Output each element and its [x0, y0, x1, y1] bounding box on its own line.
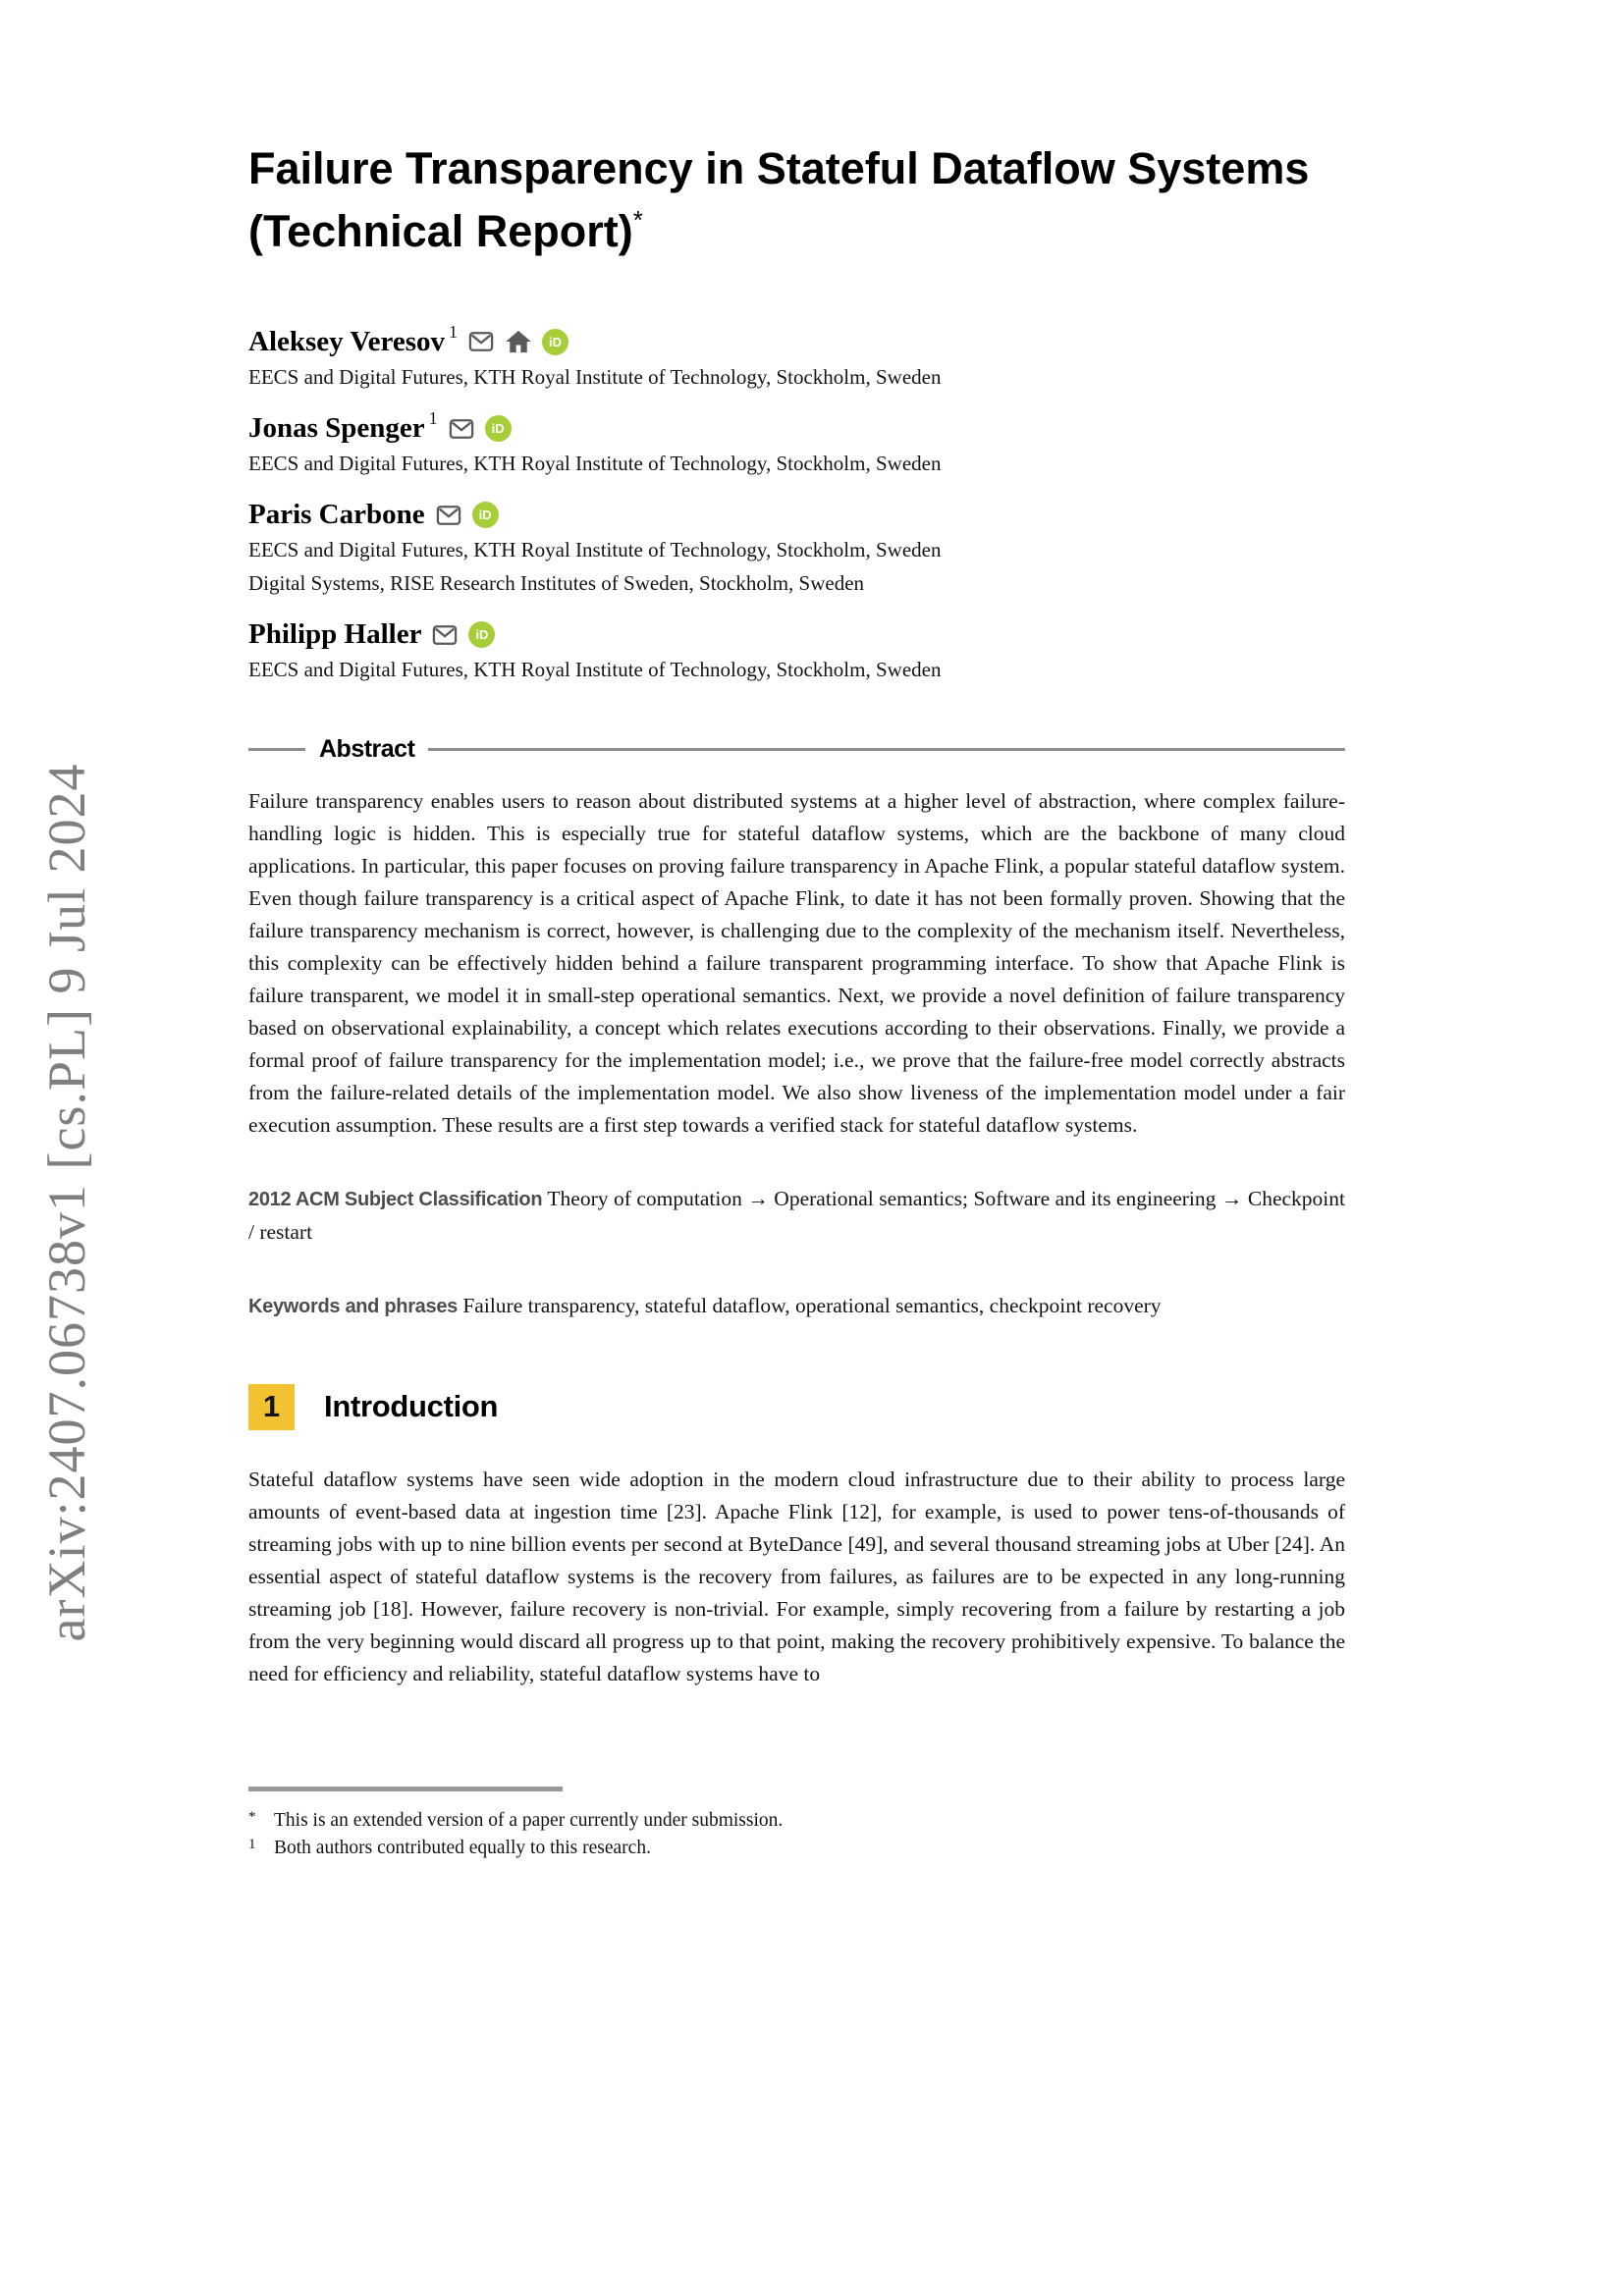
author-affiliation: Digital Systems, RISE Research Institutes of Sweden, Stockholm, Sweden [248, 570, 865, 595]
acm-classification-text: Theory of computation → Operational semantics; Software and its engineering → Checkpoint / restart [248, 1186, 1345, 1244]
author-block [248, 499, 1345, 597]
home-icon[interactable] [505, 328, 532, 355]
email-icon[interactable] [431, 621, 459, 649]
keywords-label: Keywords and phrases [248, 1295, 458, 1317]
title-footnote-marker: * [632, 204, 643, 235]
author-name: Philipp Haller [248, 618, 422, 651]
footnote-marker: 1 [248, 1836, 256, 1852]
section-1-heading [248, 1384, 1345, 1430]
author-affiliation: EECS and Digital Futures, KTH Royal Institute of Technology, Stockholm, Sweden [248, 364, 942, 389]
abstract-label: Abstract [319, 734, 415, 763]
email-icon[interactable] [435, 502, 462, 529]
author-footnote-marker: 1 [428, 408, 438, 429]
author-name-row [248, 499, 1345, 531]
author-affiliation: EECS and Digital Futures, KTH Royal Institute of Technology, Stockholm, Sweden [248, 452, 942, 476]
email-icon[interactable] [467, 328, 495, 355]
footnote-area [248, 1787, 1345, 1862]
author-name-row [248, 618, 1345, 651]
orcid-icon[interactable]: iD [542, 329, 568, 355]
author-name: Aleksey Veresov [248, 325, 446, 357]
paper-content [248, 137, 1345, 1862]
footnote-text: Both authors contributed equally to this research. [274, 1837, 651, 1858]
keywords-text: Failure transparency, stateful dataflow, operational semantics, checkpoint recovery [462, 1293, 1162, 1317]
abstract-rule-left [248, 748, 305, 751]
orcid-icon[interactable]: iD [472, 502, 499, 528]
abstract-heading [248, 735, 1345, 764]
title-line1: Failure Transparency in Stateful Dataflow Systems [248, 143, 1310, 193]
paper-title [248, 137, 1345, 263]
orcid-icon[interactable]: iD [485, 415, 512, 442]
abstract-text: Failure transparency enables users to reason about distributed systems at a higher level of abstraction, where complex failure-handling logic is hidden. This is especially true for stateful dataflow systems, which are the backbone of many cloud applications. In particular, this paper focuses on proving failure transparency in Apache Flink, a popular stateful dataflow system. Even though failure transparency is a critical aspect of Apache Flink, to date it has not been formally proven. Showing that the failure transparency mechanism is correct, however, is challenging due to the complexity of the mechanism itself. Nevertheless, this complexity can be effectively hidden behind a failure transparent programming interface. To show that Apache Flink is failure transparent, we model it in small-step operational semantics. Next, we provide a novel definition of failure transparency based on observational explainability, a concept which relates executions according to their observations. Finally, we provide a formal proof of failure transparency for the implementation model; i.e., we prove that the failure-free model correctly abstracts from the failure-related details of the implementation model. We also show liveness of the implementation model under a fair execution assumption. These results are a first step towards a verified stack for stateful dataflow systems. [248, 788, 1345, 1137]
footnote [248, 1835, 1345, 1862]
author-name-row [248, 321, 1345, 358]
section-1-paragraph: Stateful dataflow systems have seen wide adoption in the modern cloud infrastructure due to their ability to process large amounts of event-based data at ingestion time [23]. Apache Flink [12], for example, is used to power tens-of-thousands of streaming jobs with up to nine billion events per second at ByteDance [49], and several thousand streaming jobs at Uber [24]. An essential aspect of stateful dataflow systems is the recovery from failures, as failures are to be expected in any long-running streaming job [18]. However, failure recovery is non-trivial. For example, simply recovering from a failure by restarting a job from the very beginning would discard all progress up to that point, making the recovery prohibitively expensive. To balance the need for efficiency and reliability, stateful dataflow systems have to [248, 1467, 1345, 1685]
footnote-marker: * [248, 1808, 256, 1825]
author-name-row [248, 408, 1345, 445]
acm-classification [248, 1183, 1345, 1249]
orcid-icon[interactable]: iD [468, 621, 495, 648]
section-number-box: 1 [248, 1384, 295, 1430]
footnote-text: This is an extended version of a paper currently under submission. [274, 1809, 784, 1831]
author-block [248, 321, 1345, 391]
footnote [248, 1807, 1345, 1835]
author-footnote-marker: 1 [449, 321, 459, 342]
author-affiliation: EECS and Digital Futures, KTH Royal Institute of Technology, Stockholm, Sweden [248, 538, 942, 562]
abstract-rule-right [428, 748, 1345, 751]
keywords [248, 1290, 1345, 1323]
author-block [248, 618, 1345, 683]
title-line2: (Technical Report) [248, 205, 633, 256]
author-name: Jonas Spenger [248, 412, 425, 445]
author-block [248, 408, 1345, 477]
arxiv-banner: arXiv:2407.06738v1 [cs.PL] 9 Jul 2024 [37, 763, 96, 1642]
section-title: Introduction [324, 1389, 499, 1423]
author-name: Paris Carbone [248, 499, 425, 531]
author-affiliation: EECS and Digital Futures, KTH Royal Institute of Technology, Stockholm, Sweden [248, 658, 942, 682]
acm-classification-label: 2012 ACM Subject Classification [248, 1188, 543, 1210]
footnote-rule [248, 1787, 563, 1791]
email-icon[interactable] [448, 415, 475, 443]
